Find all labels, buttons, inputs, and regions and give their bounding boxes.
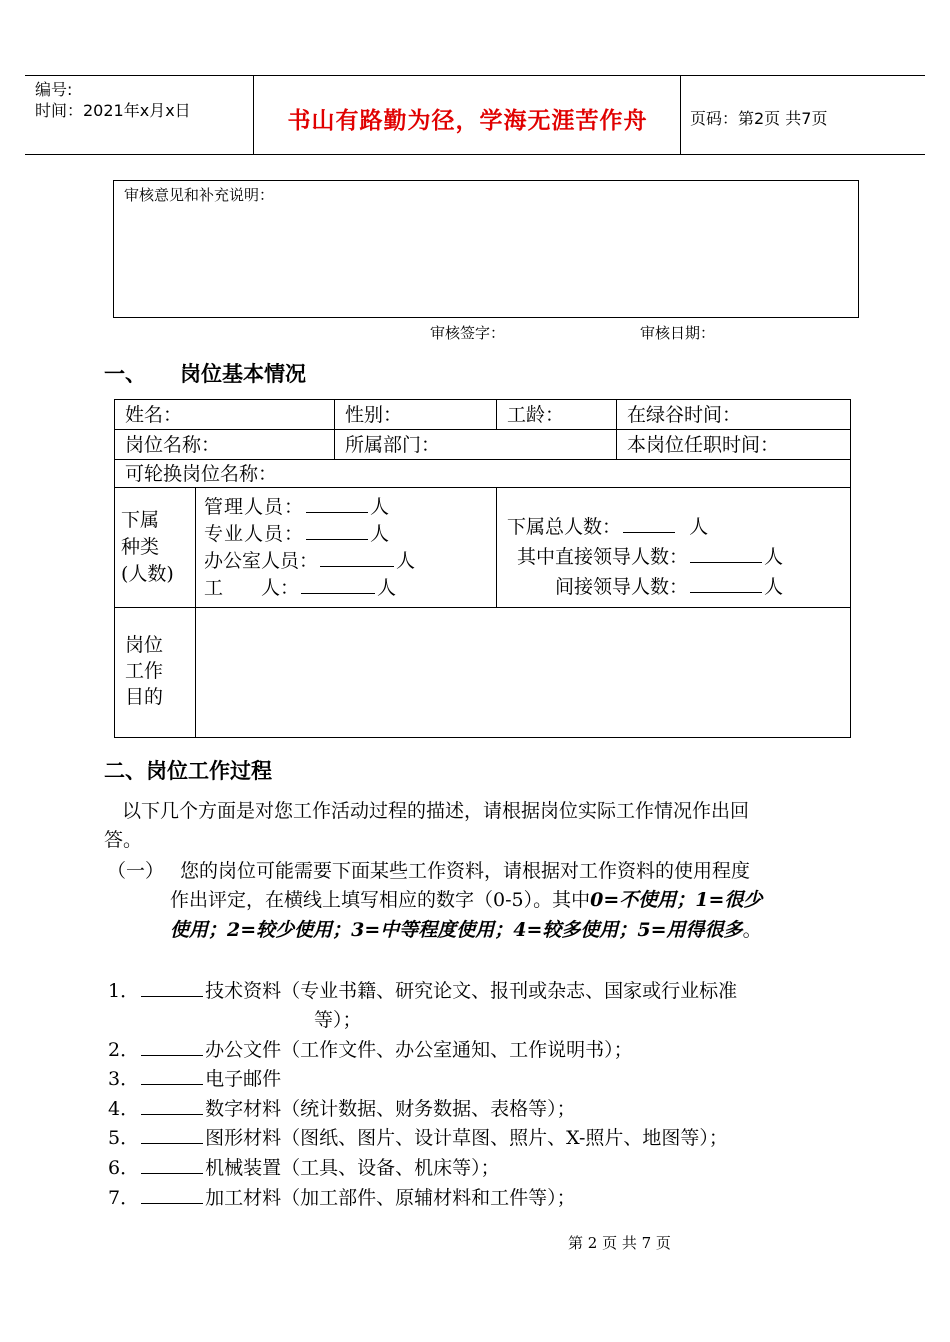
list-item [108, 1095, 576, 1124]
rating-blank[interactable] [141, 978, 203, 997]
gender-label: 性别： [345, 403, 403, 426]
subordinate-type-label-line: 下属 [121, 509, 160, 531]
item-number: 6． [108, 1157, 140, 1179]
subsection-line [170, 916, 762, 945]
subsection-line: 您的岗位可能需要下面某些工作资料，请根据对工作资料的使用程度 [180, 860, 751, 882]
sub-type-unit: 人 [370, 522, 391, 545]
seniority-label: 工龄： [507, 403, 565, 426]
tenure-lvgu-label: 在绿谷时间： [627, 403, 742, 426]
review-date-label: 审核日期： [640, 324, 716, 342]
position-purpose-field[interactable] [196, 608, 851, 738]
subordinate-type-label-line: 种类 [121, 536, 160, 558]
item-number: 1． [108, 980, 140, 1002]
sub-type-unit: 人 [396, 549, 416, 572]
subordinate-totals-cell [497, 488, 851, 608]
sub-total-label: 其中直接领导人数： [517, 545, 689, 568]
sub-type-label: 管理人员： [204, 495, 305, 518]
doc-time-label: 时间：2021年x月x日 [35, 101, 191, 120]
rotatable-position-cell[interactable] [115, 460, 851, 488]
item-number: 2． [108, 1039, 140, 1061]
doc-number-label: 编号: [35, 80, 73, 99]
item-number: 4． [108, 1098, 140, 1120]
subsection-text: 作出评定，在横线上填写相应的数字（0-5）。其中 [170, 889, 591, 911]
subordinate-type-row [204, 494, 488, 521]
subordinate-type-row [204, 575, 488, 602]
item-number: 5． [108, 1127, 140, 1149]
position-tenure-cell[interactable] [617, 430, 851, 460]
subordinate-total-row [507, 572, 840, 602]
rating-scale-text: 使用；2=较少使用；3=中等程度使用；4=较多使用；5=用得很多 [170, 919, 743, 941]
subordinate-total-row [507, 512, 840, 542]
list-item [108, 977, 737, 1006]
sub-total-unit: 人 [764, 575, 784, 598]
sub-type-blank[interactable] [301, 575, 375, 594]
rating-scale-text: 0=不使用；1=很少 [590, 889, 763, 911]
sub-total-unit: 人 [764, 545, 784, 568]
list-item [108, 1036, 633, 1065]
department-cell[interactable] [335, 430, 617, 460]
sub-type-label: 工 人： [204, 576, 300, 599]
department-label: 所属部门： [345, 433, 441, 456]
header-divider [253, 75, 254, 155]
list-item [108, 1065, 281, 1094]
sub-total-blank[interactable] [690, 544, 762, 563]
sub-total-blank[interactable] [623, 514, 675, 533]
item-text: 电子邮件 [205, 1068, 282, 1090]
list-item [108, 1154, 500, 1183]
item-number: 7． [108, 1187, 140, 1209]
rating-blank[interactable] [141, 1125, 203, 1144]
review-comments-label: 审核意见和补充说明： [124, 186, 275, 204]
sub-total-unit: 人 [689, 515, 709, 538]
subsection-line [170, 886, 762, 915]
name-label: 姓名： [125, 403, 183, 426]
subordinate-type-label [115, 488, 196, 608]
section2-intro-line: 以下几个方面是对您工作活动过程的描述，请根据岗位实际工作情况作出回 [122, 800, 750, 822]
item-text: 加工材料（加工部件、原辅材料和工件等）； [205, 1187, 576, 1209]
section1-heading: 岗位基本情况 [180, 362, 306, 386]
item-text: 图形材料（图纸、图片、设计草图、照片、X-照片、地图等）； [205, 1127, 728, 1149]
tenure-lvgu-cell[interactable] [617, 400, 851, 430]
rating-blank[interactable] [141, 1096, 203, 1115]
purpose-label-line: 工作 [125, 660, 164, 682]
subordinate-type-label-line: (人数) [121, 563, 174, 585]
item-number: 3． [108, 1068, 140, 1090]
subsection-number: （一） [107, 860, 165, 882]
header-divider [680, 75, 681, 155]
sub-type-blank[interactable] [306, 521, 368, 540]
header-bottom-rule [25, 154, 925, 155]
name-cell[interactable] [115, 400, 335, 430]
section2-heading: 二、岗位工作过程 [104, 759, 272, 783]
position-tenure-label: 本岗位任职时间： [627, 433, 780, 456]
sub-type-label: 办公室人员： [204, 549, 319, 572]
sub-type-unit: 人 [370, 495, 391, 518]
subordinate-types-cell [196, 488, 497, 608]
rating-blank[interactable] [141, 1155, 203, 1174]
purpose-label-line: 岗位 [125, 634, 164, 656]
position-purpose-label [115, 608, 196, 738]
subordinate-total-row [507, 542, 840, 572]
item-text: 办公文件（工作文件、办公室通知、工作说明书）； [205, 1039, 633, 1061]
motto: 书山有路勤为径，学海无涯苦作舟 [287, 108, 648, 134]
rating-blank[interactable] [141, 1037, 203, 1056]
item-text: 数字材料（统计数据、财务数据、表格等）； [205, 1098, 576, 1120]
subordinate-type-row [204, 548, 488, 575]
purpose-label-line: 目的 [125, 686, 164, 708]
header-top-rule [25, 75, 925, 76]
sub-total-label: 下属总人数： [507, 515, 622, 538]
sub-total-label: 间接领导人数： [555, 575, 689, 598]
section1-heading-number: 一、 [104, 362, 146, 386]
list-item [108, 1184, 576, 1213]
rating-blank[interactable] [141, 1066, 203, 1085]
item-text: 机械装置（工具、设备、机床等）； [205, 1157, 500, 1179]
seniority-cell[interactable] [497, 400, 617, 430]
basic-info-table [114, 399, 851, 738]
subsection-text: 。 [742, 919, 762, 941]
page-footer: 第 2 页 共 7 页 [568, 1234, 671, 1252]
item-text: 技术资料（专业书籍、研究论文、报刊或杂志、国家或行业标准 [205, 980, 738, 1002]
section2-intro-line: 答。 [104, 829, 143, 851]
list-item-continuation: 等）； [314, 1009, 362, 1031]
sub-total-blank[interactable] [690, 574, 762, 593]
sub-type-label: 专业人员： [204, 522, 305, 545]
review-signature-label: 审核签字： [430, 324, 506, 342]
position-name-label: 岗位名称： [125, 433, 221, 456]
gender-cell[interactable] [335, 400, 497, 430]
position-name-cell[interactable] [115, 430, 335, 460]
sub-type-blank[interactable] [306, 494, 368, 513]
sub-type-unit: 人 [377, 576, 397, 599]
rating-blank[interactable] [141, 1185, 203, 1204]
subordinate-type-row [204, 521, 488, 548]
header-page-info: 页码：第2页 共7页 [690, 109, 828, 128]
rotatable-position-label: 可轮换岗位名称： [125, 462, 278, 485]
list-item [108, 1124, 728, 1153]
sub-type-blank[interactable] [320, 548, 394, 567]
